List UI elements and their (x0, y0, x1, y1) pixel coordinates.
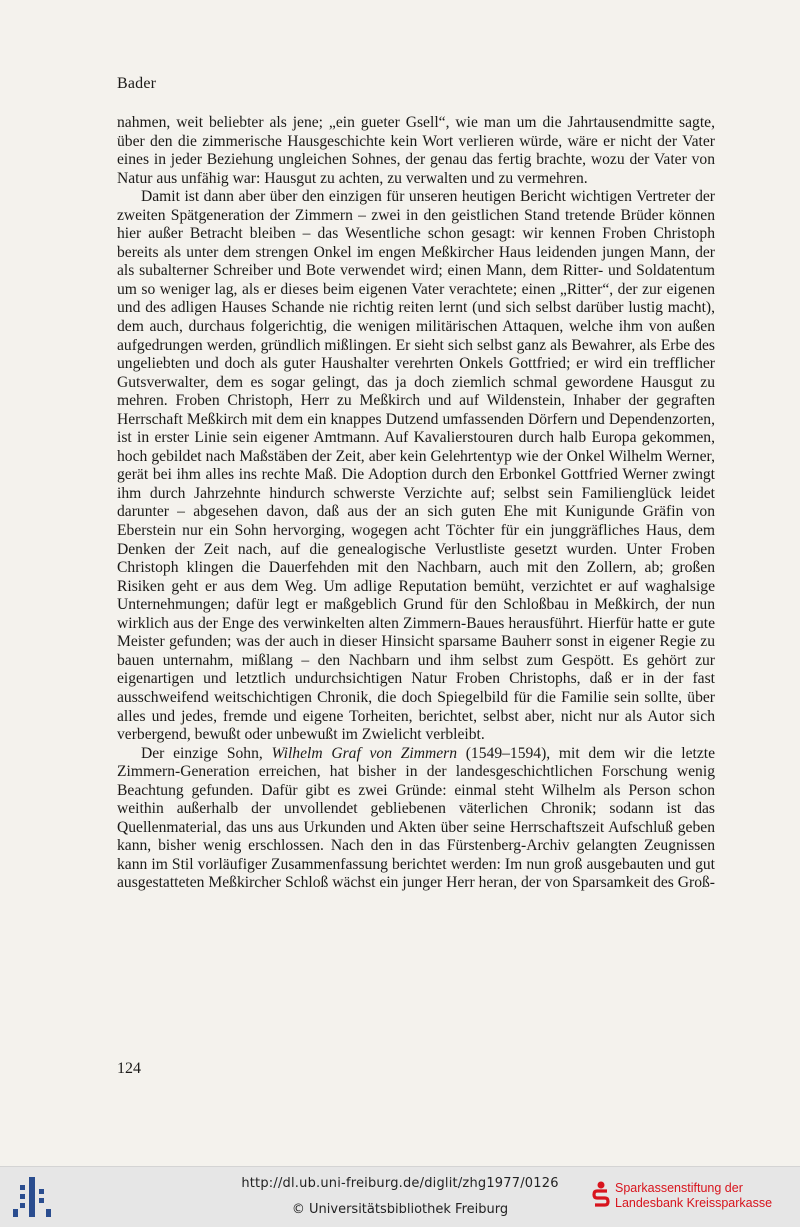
sponsor-line-2: Landesbank Kreissparkasse (615, 1196, 773, 1210)
viewer-footer (0, 1166, 800, 1227)
body-text (117, 114, 715, 893)
paragraph-3-emphasis: Wilhelm Graf von Zimmern (271, 744, 458, 762)
running-head: Bader (117, 75, 157, 92)
paragraph-3-after: (1549–1594), mit dem wir die letzte Zimmern-Generation erreichen, hat bisher in der landesgeschichtlichen Forschung wenig Beachtung gefunden. Dafür gibt es zwei Gründe: einmal steht Wilhelm als Person schon weithin außerhalb der unvollendet gebliebenen väterlichen Chronik; sodann ist das Quellenmaterial, das uns aus Urkunden und Akten über seine Herrschaftszeit Aufschluß geben kann, bisher wenig erschlossen. Nach den in das Fürstenberg-Archiv gelangten Zeugnissen kann im Stil vorläufiger Zusammenfassung berichtet werden: Im nun groß ausgebauten und gut ausgestatteten Meßkircher Schloß wächst ein junger Herr heran, der von Sparsamkeit des Groß- (117, 744, 715, 892)
permalink-url[interactable]: http://dl.ub.uni-freiburg.de/diglit/zhg1977/0126 (241, 1176, 559, 1191)
paragraph-3-before: Der einzige Sohn, (141, 744, 272, 762)
sparkasse-logo-icon (592, 1181, 610, 1213)
page-number: 124 (117, 1060, 141, 1077)
sponsor-line-1: Sparkassenstiftung der (615, 1181, 743, 1195)
paragraph-2: Damit ist dann aber über den einzigen für unseren heutigen Bericht wichtigen Vertreter der zweiten Spätgeneration der Zimmern – zwei in den geistlichen Stand tretende Brüder können hier außer Betracht bleiben – das Wesentliche schon gesagt: wir kennen Froben Christoph bereits als unter dem strengen Onkel im engen Meßkircher Haus leidenden jungen Mann, der als subalterner Schreiber und Bote verwendet wird; einen Mann, dem Ritter- und Soldatentum um so weniger lag, als er dieses beim eigenen Vater verachtete; einen „Ritter“, der zur eigenen und des adligen Hauses Schande nie richtig reiten lernt (und sich selbst darüber lustig macht), dem auch, durchaus folgerichtig, die wenigen militärischen Attaquen, welche ihm von außen aufgedrungen werden, gründlich mißlingen. Er sieht sich selbst ganz als Bewahrer, als Erbe des ungeliebten und doch als guter Haushalter verehrten Onkels Gottfried; er wird ein trefflicher Gutsverwalter, dem es sogar gelingt, das ja doch ziemlich schmal gewordene Hausgut zu mehren. Froben Christoph, Herr zu Meßkirch und auf Wildenstein, Inhaber der gegraften Herrschaft Meßkirch mit dem ein knappes Dutzend umfassenden Dörfern und Dependenzorten, ist in erster Linie sein eigener Amtmann. Auf Kavalierstouren durch halb Europa gekommen, hoch gebildet nach Maßstäben der Zeit, aber kein Gelehrtentyp wie der Onkel Wilhelm Werner, gerät bei ihm alles ins rechte Maß. Die Adoption durch den Erbonkel Gottfried Werner zwingt ihm durch Jahrzehnte hindurch schwerste Verzichte auf; selbst sein Familienglück leidet darunter – abgesehen davon, daß aus der an sich guten Ehe mit Kunigunde Gräfin von Eberstein nur ein Sohn hervorging, wogegen acht Töchter für ein junggräfliches Haus, dem Denken der Zeit nach, auf die genealogische Verlustliste gesetzt wurden. Unter Froben Christoph klingen die Dauerfehden mit den Nachbarn, auch mit den Zollern, ab; großen Risiken geht er aus dem Weg. Um adlige Reputation bemüht, verzichtet er auf waghalsige Unternehmungen; dafür legt er maßgeblich Grund für den Schloßbau in Meßkirch, der nun wirklich aus der Enge des verwinkelten alten Zimmern-Baues herausführt. Hierfür hatte er gute Meister gefunden; was der auch in dieser Hinsicht sparsame Bauherr sonst in eigener Regie zu bauen unternahm, mißlang – den Nachbarn und ihm selbst zum Gespött. Es gehört zur eigenartigen und letztlich undurchsichtigen Natur Froben Christophs, daß er in der fast ausschweifend weitschichtigen Chronik, die doch Spiegelbild für die Familie sein sollte, über alles und jedes, fremde und eigene Torheiten, berichtet, selbst aber, nicht nur als Autor sich verbergend, bewußt oder unbewußt im Zwielicht verbleibt. (117, 188, 715, 744)
paragraph-3 (117, 745, 715, 893)
paragraph-1: nahmen, weit beliebter als jene; „ein gueter Gsell“, wie man um die Jahrtausendmitte sagte, über den die zimmerische Hausgeschichte kein Wort verlieren würde, wäre er nicht der Vater eines in jeder Beziehung ungleichen Sohnes, der genau das fertig brachte, wozu der Vater von Natur aus unfähig war: Hausgut zu achten, zu verwalten und zu vermehren. (117, 114, 715, 187)
sponsor-name[interactable] (615, 1181, 772, 1211)
copyright-notice: © Universitätsbibliothek Freiburg (291, 1202, 509, 1217)
